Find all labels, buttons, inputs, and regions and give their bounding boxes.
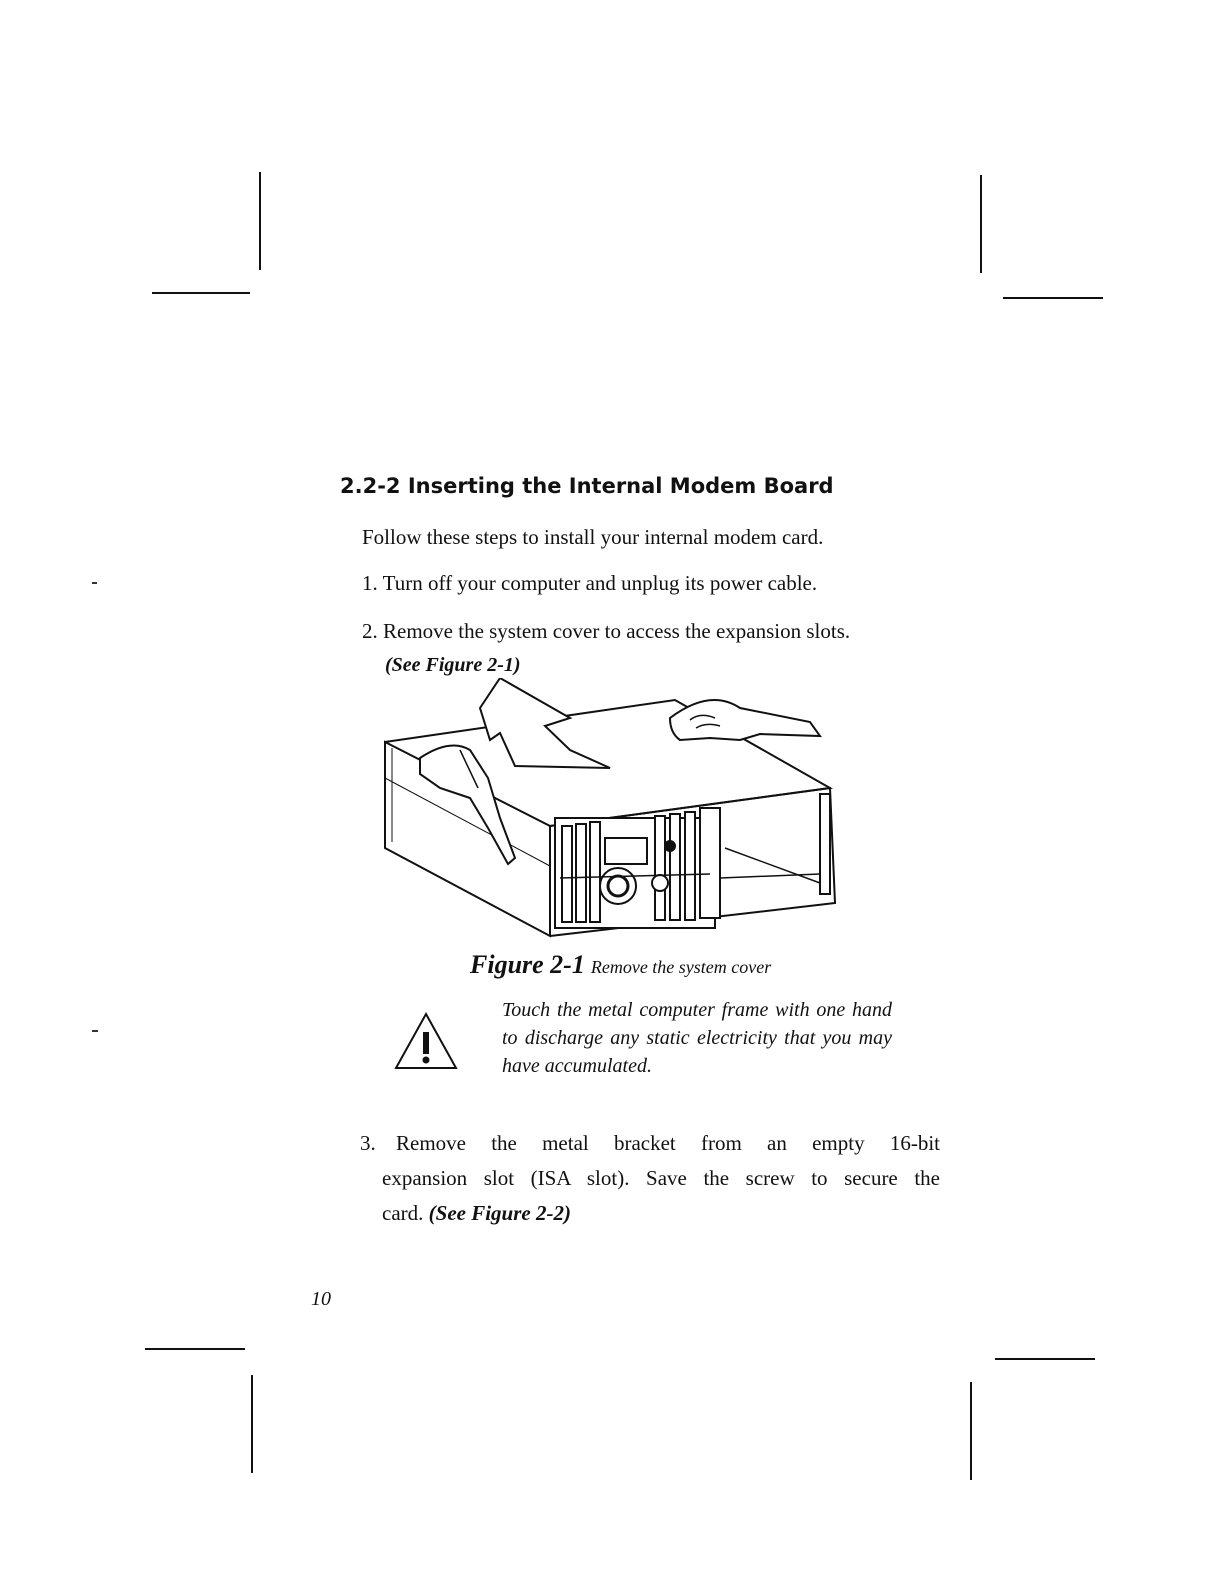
step-1: 1. Turn off your computer and unplug its power cable. bbox=[362, 571, 818, 595]
crop-mark bbox=[970, 1382, 972, 1480]
step-2: 2. Remove the system cover to access the expansion slots. bbox=[362, 619, 851, 643]
crop-mark bbox=[152, 292, 250, 294]
crop-mark bbox=[259, 172, 261, 270]
page-number: 10 bbox=[311, 1288, 331, 1310]
step-3-line-2: expansion slot (ISA slot). Save the screw to secure the bbox=[382, 1166, 940, 1190]
step-3-number: 3. bbox=[360, 1131, 376, 1155]
figure-caption-text: Remove the system cover bbox=[590, 957, 772, 977]
step-3 bbox=[360, 1126, 940, 1231]
warning-triangle-icon bbox=[392, 1010, 460, 1077]
crop-mark bbox=[1003, 297, 1103, 299]
scan-speck bbox=[92, 1030, 98, 1032]
figure-caption bbox=[470, 950, 771, 980]
step-3-line-1: Remove the metal bracket from an empty 16-bit bbox=[396, 1131, 940, 1155]
crop-mark bbox=[145, 1348, 245, 1350]
intro-text: Follow these steps to install your internal modem card. bbox=[362, 525, 824, 549]
scan-speck bbox=[92, 582, 97, 584]
warning-note: Touch the metal computer frame with one hand to discharge any static electricity that you may have accumulated. bbox=[502, 999, 892, 1077]
crop-mark bbox=[251, 1375, 253, 1473]
figure-reference: (See Figure 2-2) bbox=[428, 1201, 571, 1225]
crop-mark bbox=[980, 175, 982, 273]
figure-label: Figure 2-1 bbox=[470, 950, 585, 979]
step-3-line-3: card. bbox=[382, 1201, 424, 1225]
figure-2-1-illustration bbox=[380, 678, 845, 945]
section-heading: 2.2-2 Inserting the Internal Modem Board bbox=[340, 474, 834, 498]
figure-reference: (See Figure 2-1) bbox=[385, 654, 521, 676]
crop-mark bbox=[995, 1358, 1095, 1360]
